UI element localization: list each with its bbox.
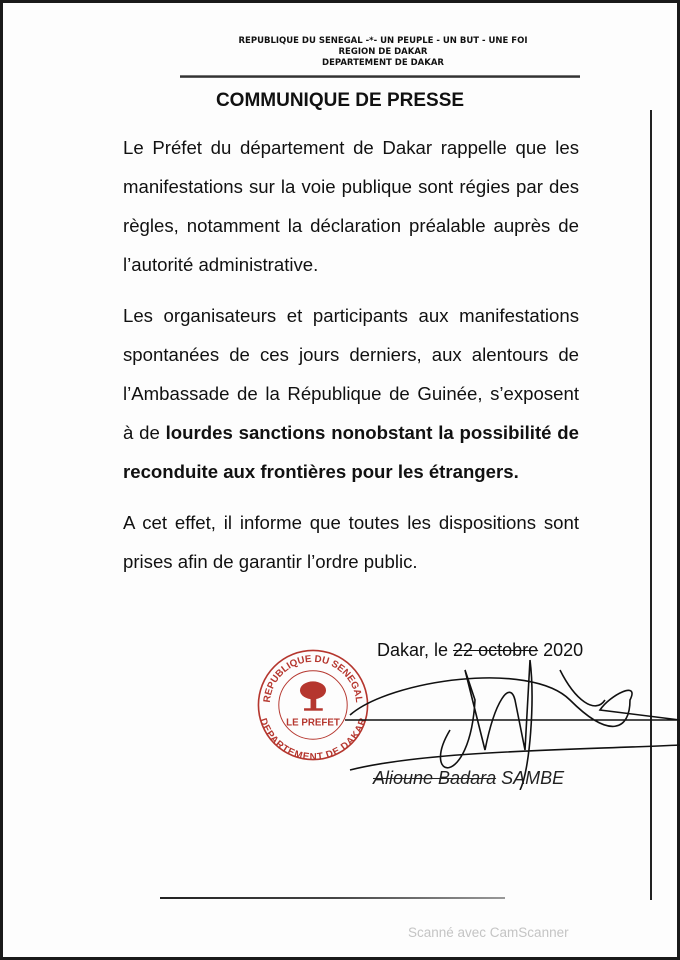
- header-region: REGION DE DAKAR: [338, 47, 428, 57]
- date-year: 2020: [538, 640, 584, 660]
- camscanner-watermark: Scanné avec CamScanner: [408, 925, 569, 940]
- header-divider: [180, 75, 580, 78]
- header-republic: REPUBLIQUE DU SENEGAL -*- UN PEUPLE - UN BUT - UNE FOI: [238, 36, 528, 46]
- paragraph-3: A cet effet, il informe que toutes les dispositions sont prises afin de garantir l’ordre public.: [123, 512, 579, 572]
- signer-last-name: SAMBE: [496, 768, 565, 788]
- header-department: DEPARTEMENT DE DAKAR: [322, 58, 444, 68]
- document-title: COMMUNIQUE DE PRESSE: [215, 90, 465, 111]
- date-prefix: Dakar, le: [377, 640, 454, 660]
- baobab-tree-icon: [300, 681, 326, 710]
- stamp-center-text: LE PREFET: [286, 717, 340, 729]
- paragraph-2: [123, 296, 579, 491]
- signer-first-name: Alioune Badara: [373, 768, 497, 788]
- paragraph-1: Le Préfet du département de Dakar rappelle que les manifestations sur la voie publique sont régies par des règles, notamment la déclaration préalable auprès de l’autorité administrative.: [123, 137, 579, 275]
- page-bottom-line: [160, 897, 505, 899]
- date-day: 22 octobre: [453, 640, 539, 660]
- signer-name: [373, 768, 564, 789]
- stamp-bottom-text: DEPARTEMENT DE DAKAR: [256, 716, 370, 762]
- paragraph-2-bold: lourdes sanctions nonobstant la possibilité de reconduite aux frontières pour les étrangers.: [123, 422, 579, 482]
- paragraph-2-text: Les organisateurs et participants aux manifestations spontanées de ces jours derniers, aux alentours de l’Ambassade de la République de Guinée, s’exposent à de: [123, 305, 579, 443]
- stamp-top-text: REPUBLIQUE DU SENEGAL: [261, 653, 365, 704]
